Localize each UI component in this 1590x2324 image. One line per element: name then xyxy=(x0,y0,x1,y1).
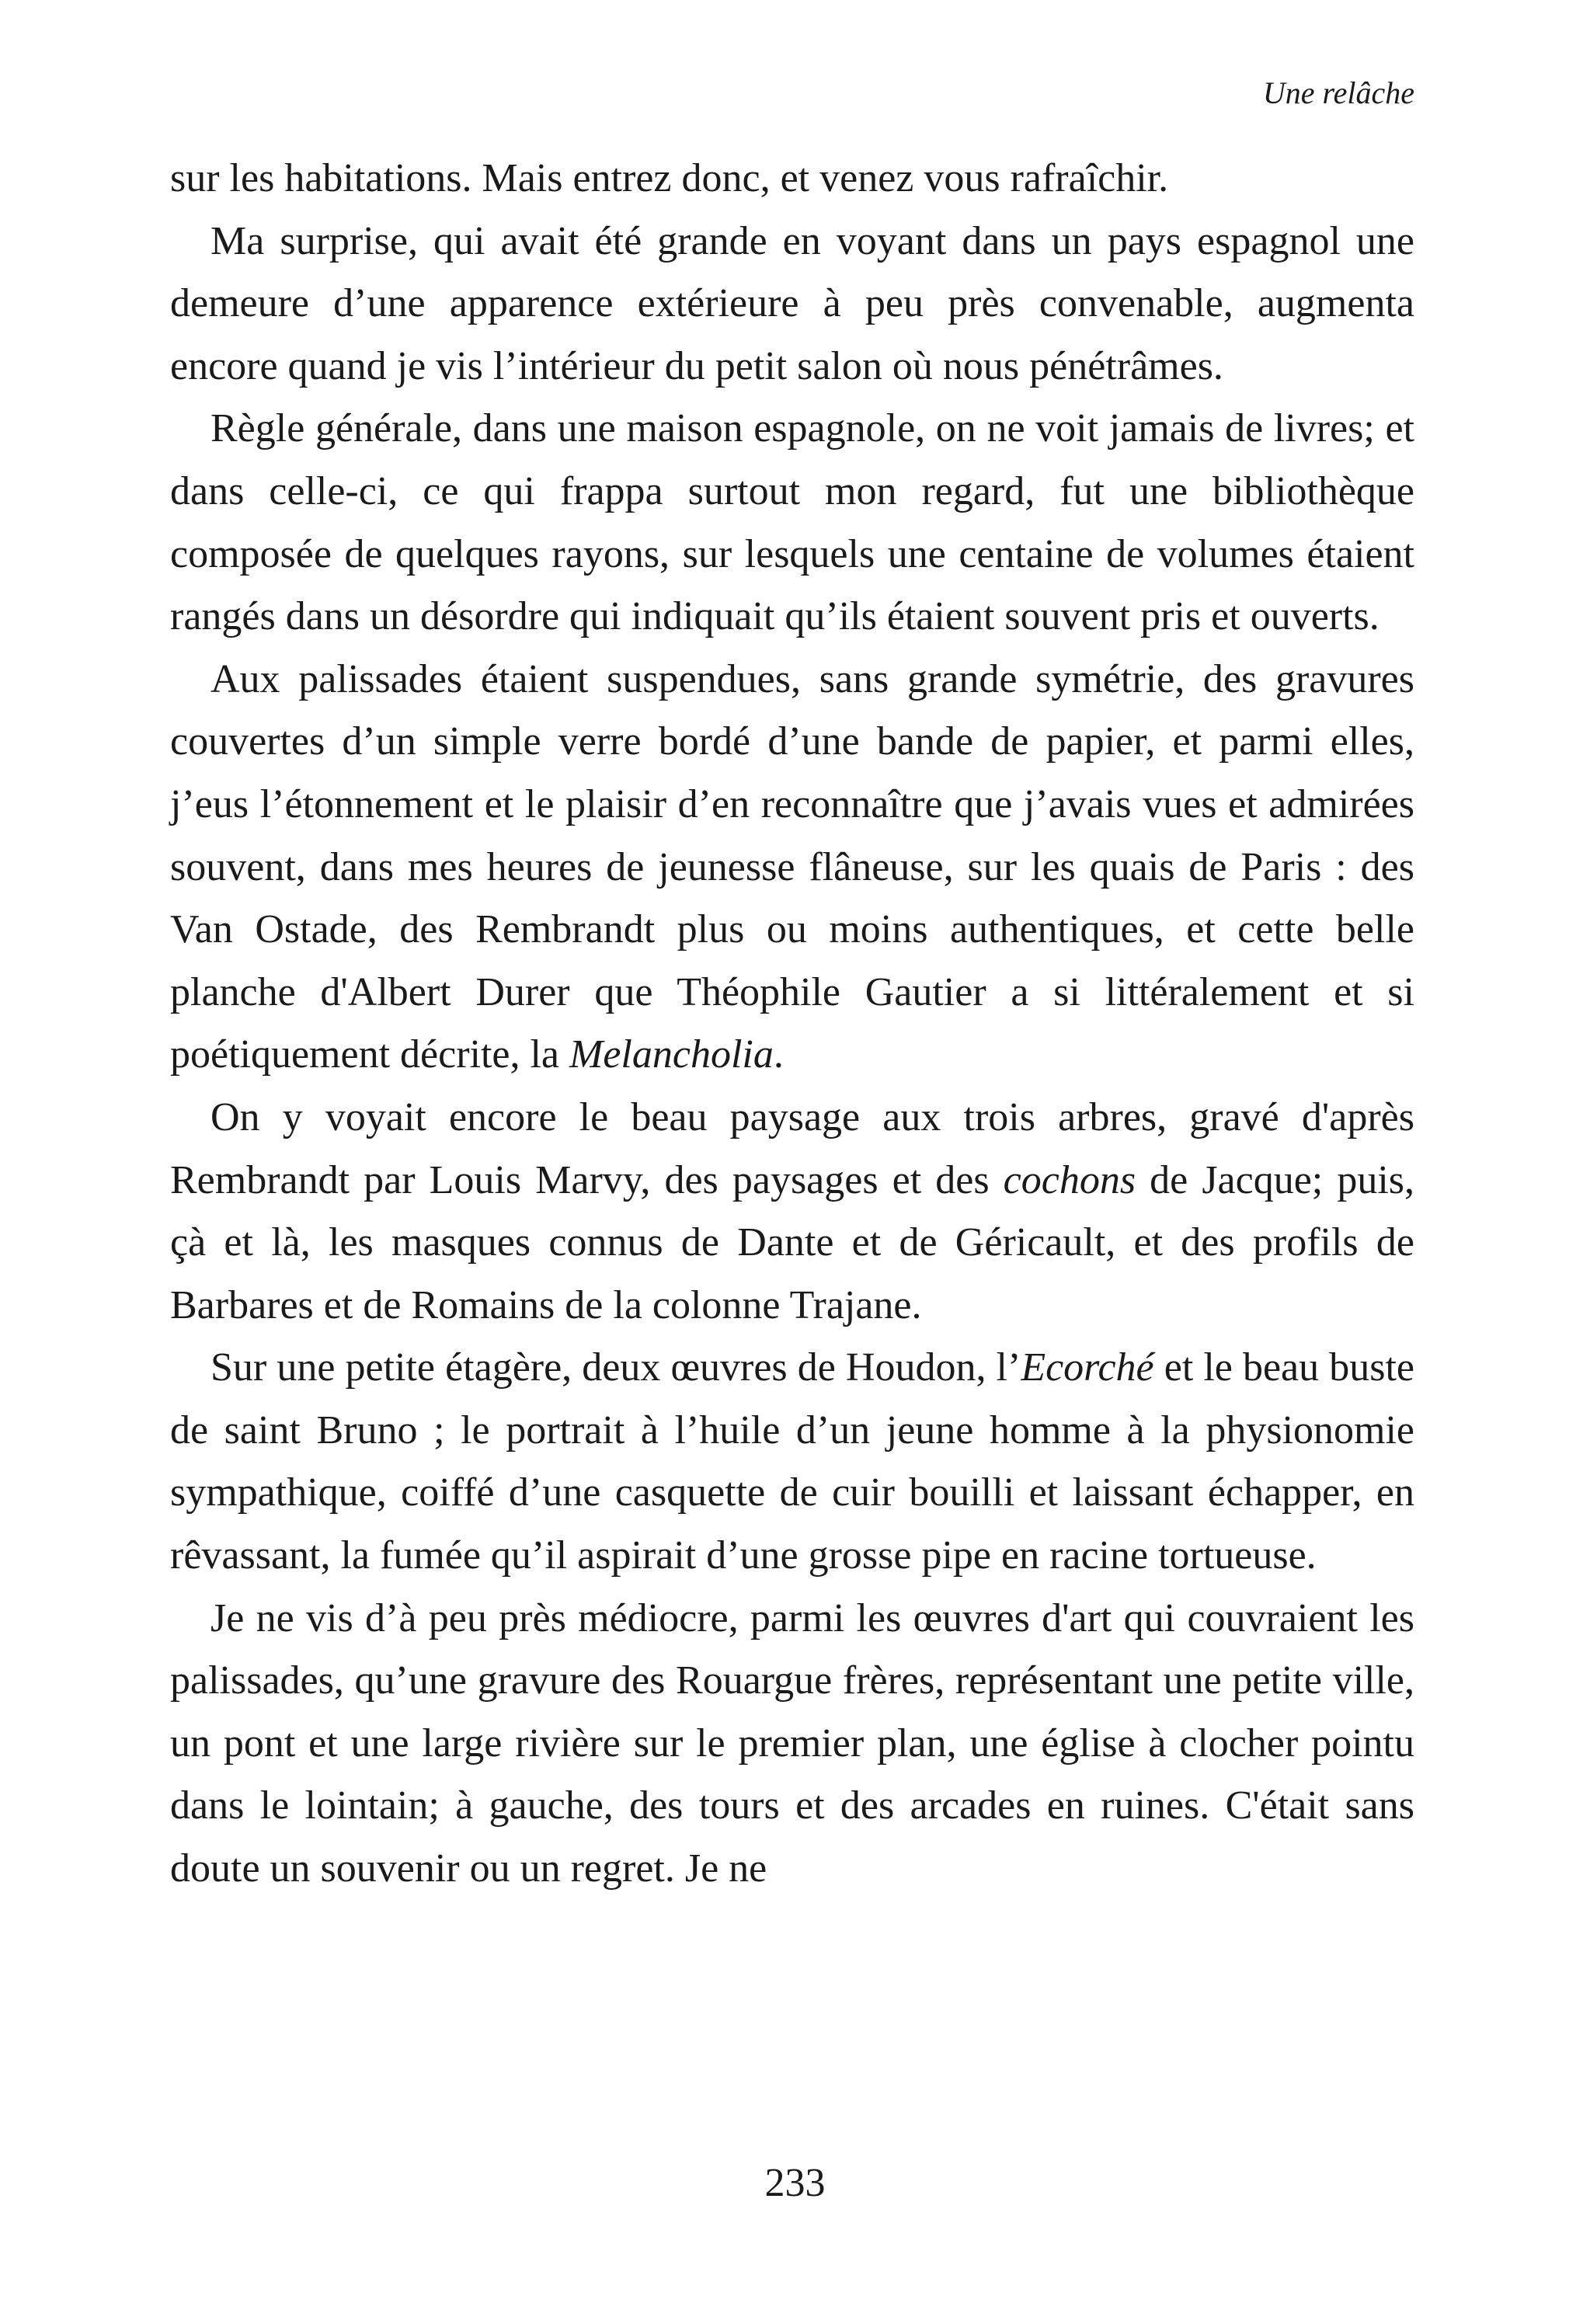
body-text xyxy=(170,148,1414,1901)
paragraph-text: On y voyait encore le beau paysage aux trois arbres, gravé d'après Rembrandt par Louis Marvy, des paysages et des xyxy=(170,1094,1414,1202)
paragraph-mediocre: Je ne vis d’à peu près médiocre, parmi les œuvres d'art qui couvraient les palissades, qu’une gravure des Rouargue frères, représentant une petite ville, un pont et une large rivière sur le premier plan, une église à clocher pointu dans le lointain; à gauche, des tours et des arcades en ruines. C'était sans doute un souvenir ou un regret. Je ne xyxy=(170,1595,1414,1891)
italic-title: Ecorché xyxy=(1021,1345,1154,1390)
page-number: 233 xyxy=(764,2161,826,2205)
italic-title: cochons xyxy=(1003,1157,1136,1202)
paragraph-text: Sur une petite étagère, deux œuvres de Houdon, l’ xyxy=(210,1345,1021,1390)
paragraph-bibliotheque: Règle générale, dans une maison espagnole, on ne voit jamais de livres; et dans celle-ci, ce qui frappa surtout mon regard, fut une bibliothèque composée de quelques rayons, sur lesquels une centaine de volumes étaient rangés dans un désordre qui indiquait qu’ils étaient souvent pris et ouverts. xyxy=(170,406,1414,639)
paragraph-surprise: Ma surprise, qui avait été grande en voyant dans un pays espagnol une demeure d’une apparence extérieure à peu près convenable, augmenta encore quand je vis l’intérieur du petit salon où nous pénétrâmes. xyxy=(170,218,1414,388)
paragraph-text: de Jacque; puis, çà et là, les masques connus de Dante et de Géricault, et des profils de Barbares et de Romains de la colonne Trajane. xyxy=(170,1157,1415,1327)
paragraph-text: Aux palissades étaient suspendues, sans grande symétrie, des gravures couvertes d’un simple verre bordé d’une bande de papier, et parmi elles, j’eus l’étonnement et le plaisir d’en reconnaître que j’avais vues et admirées souvent, dans mes heures de jeunesse flâneuse, sur les quais de Paris : des Van Ostade, des Rembrandt plus ou moins authentiques, et cette belle planche d'Albert Durer que Théophile Gautier a si littéralement et si poétiquement décrite, la xyxy=(170,656,1414,1077)
paragraph-continued: sur les habitations. Mais entrez donc, et venez vous rafraîchir. xyxy=(170,156,1169,200)
paragraph-paysage xyxy=(170,1087,1414,1337)
paragraph-etagere xyxy=(170,1337,1414,1587)
paragraph-text: et le beau buste de saint Bruno ; le portrait à l’huile d’un jeune homme à la physionomie sympathique, coiffé d’une casquette de cuir bouilli et laissant échapper, en rêvassant, la fumée qu’il aspirait d’une grosse pipe en racine tortueuse. xyxy=(170,1345,1414,1578)
paragraph-gravures xyxy=(170,649,1414,1087)
paragraph-text: . xyxy=(773,1032,784,1077)
running-head: Une relâche xyxy=(1262,75,1414,110)
italic-title: Melancholia xyxy=(569,1032,774,1077)
